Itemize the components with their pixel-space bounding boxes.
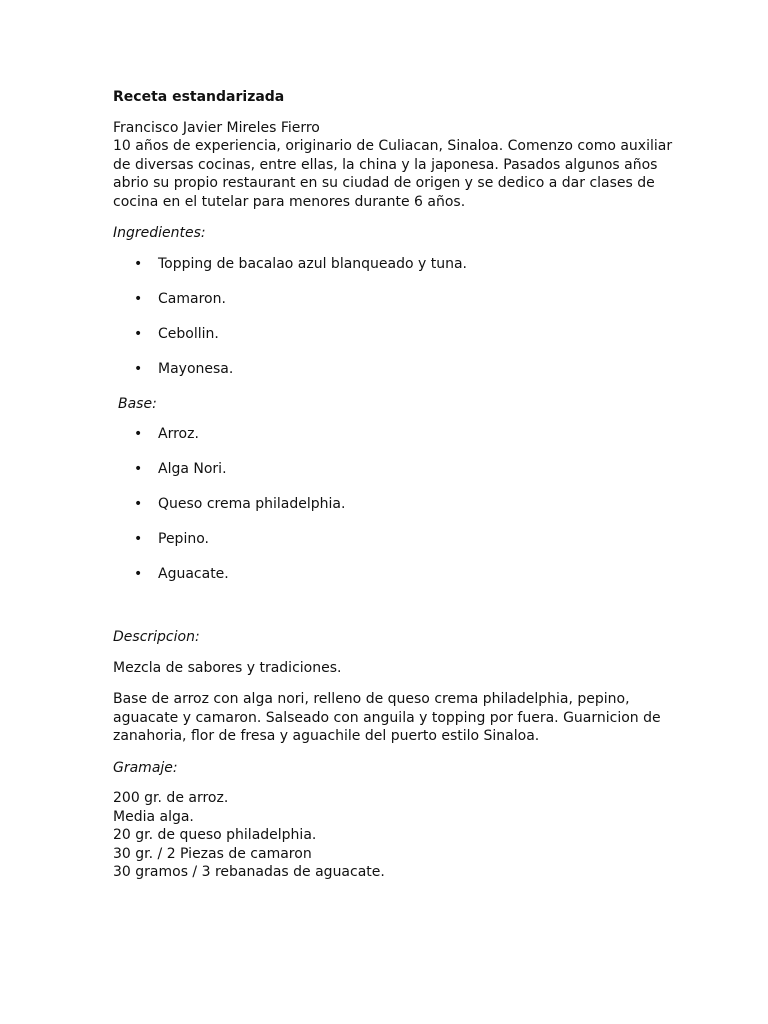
bullet-icon: • <box>134 426 143 442</box>
gramaje-line: Media alga. <box>113 808 194 825</box>
list-item: • Alga Nori. <box>134 461 227 477</box>
ingredientes-label: Ingredientes: <box>113 225 206 241</box>
list-item: • Mayonesa. <box>134 360 234 377</box>
bullet-icon: • <box>134 531 143 547</box>
descripcion-label: Descripcion: <box>113 629 200 645</box>
bullet-icon: • <box>134 566 143 582</box>
bullet-icon: • <box>134 461 143 477</box>
bullet-icon: • <box>134 360 143 377</box>
gramaje-lines <box>113 789 673 882</box>
gramaje-line: 30 gr. / 2 Piezas de camaron <box>113 845 312 862</box>
spacer <box>113 600 673 628</box>
gramaje-label: Gramaje: <box>113 759 178 776</box>
gramaje-line: 30 gramos / 3 rebanadas de aguacate. <box>113 864 385 880</box>
bullet-icon: • <box>134 496 143 512</box>
base-list <box>113 425 673 584</box>
ingredientes-list <box>113 255 673 379</box>
bullet-icon: • <box>134 290 143 307</box>
list-item: • Camaron. <box>134 290 226 307</box>
list-item: • Arroz. <box>134 426 199 442</box>
base-label: Base: <box>118 395 157 412</box>
list-item: • Pepino. <box>134 531 209 547</box>
list-item: • Aguacate. <box>134 566 229 582</box>
bullet-icon: • <box>134 255 143 272</box>
document-page <box>113 88 673 882</box>
bullet-icon: • <box>134 325 143 342</box>
descripcion-body: Base de arroz con alga nori, relleno de queso crema philadelphia, pepino, aguacate y camaron. Salseado con anguila y topping por fuera. Guarnicion de zanahoria, flor de fresa y aguachile del puerto estilo Sinaloa. <box>113 691 661 744</box>
list-item: • Cebollin. <box>134 325 219 342</box>
author-name: Francisco Javier Mireles Fierro <box>113 119 320 136</box>
list-item: • Topping de bacalao azul blanqueado y tuna. <box>134 255 468 272</box>
list-item: • Queso crema philadelphia. <box>134 496 346 512</box>
gramaje-line: 20 gr. de queso philadelphia. <box>113 827 317 843</box>
document-title: Receta estandarizada <box>113 89 285 105</box>
author-bio: 10 años de experiencia, originario de Culiacan, Sinaloa. Comenzo como auxiliar de diversas cocinas, entre ellas, la china y la japonesa. Pasados algunos años abrio su propio restaurant en su ciudad de origen y se dedico a dar clases de cocina en el tutelar para menores durante 6 años. <box>113 138 673 210</box>
descripcion-tagline: Mezcla de sabores y tradiciones. <box>113 659 342 676</box>
gramaje-line: 200 gr. de arroz. <box>113 790 229 806</box>
